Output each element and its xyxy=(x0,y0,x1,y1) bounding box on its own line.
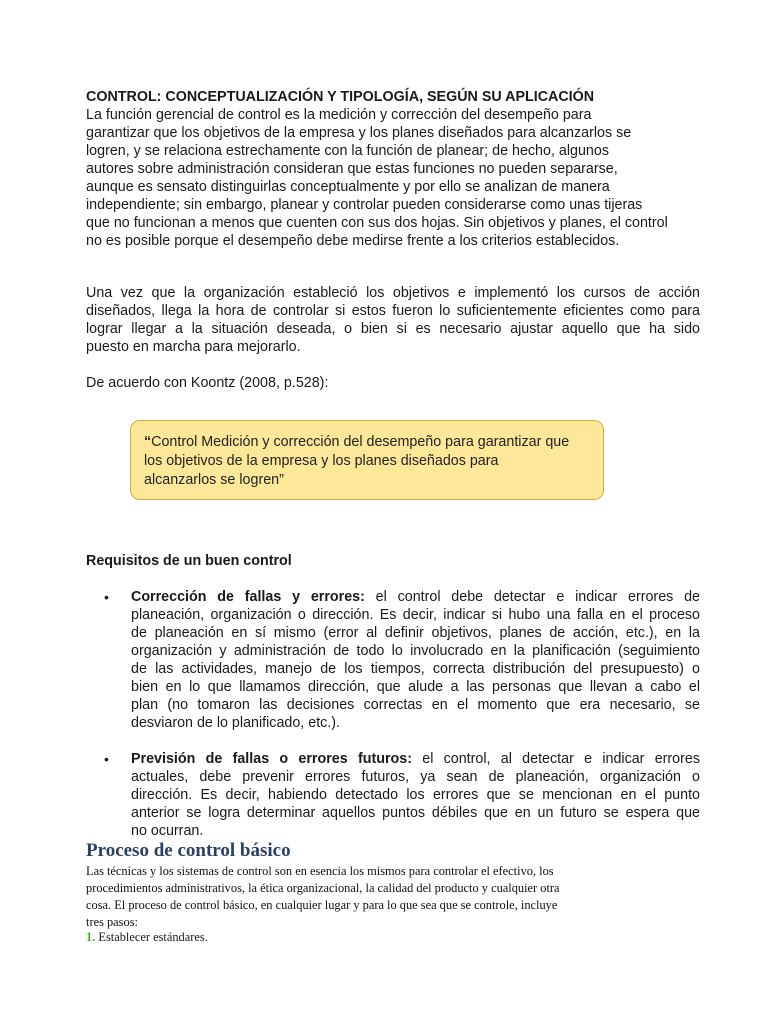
bullet-text xyxy=(131,588,700,732)
bullet-line: el control, al detectar e indicar errores xyxy=(411,751,700,767)
step-1 xyxy=(86,929,208,946)
bullet-line: dirección. Es decir, habiendo detectado los errores que se mencionan en el punto xyxy=(131,787,700,803)
intro-line: no es posible porque el desempeño debe medirse frente a los criterios establecidos. xyxy=(86,233,620,249)
bullet-term: Corrección de fallas y errores: xyxy=(131,589,365,605)
intro-line: independiente; sin embargo, planear y controlar pueden considerarse como unas tijeras xyxy=(86,197,643,213)
intro-line: La función gerencial de control es la medición y corrección del desempeño para xyxy=(86,107,592,123)
requisitos-heading: Requisitos de un buen control xyxy=(86,553,292,569)
proceso-line: procedimientos administrativos, la ética organizacional, la calidad del producto y cualquier otra xyxy=(86,881,560,895)
proceso-line: Las técnicas y los sistemas de control son en esencia los mismos para controlar el efectivo, los xyxy=(86,864,554,878)
intro-paragraph xyxy=(86,106,706,250)
definition-quote-box xyxy=(130,420,604,500)
bullet-line: anterior se logra determinar aquellos puntos débiles que en un futuro se espera que xyxy=(131,805,700,821)
bullet-line: planeación, organización o dirección. Es decir, indicar si hubo una falla en el proceso xyxy=(131,607,700,623)
paragraph-line: puesto en marcha para mejorarlo. xyxy=(86,339,301,355)
step-number: 1. xyxy=(86,930,96,944)
bullet-line: plan (no tomaron las decisiones correctas en el momento que era necesario, se xyxy=(131,697,700,713)
page-title: CONTROL: CONCEPTUALIZACIÓN Y TIPOLOGÍA, SEGÚN SU APLICACIÓN xyxy=(86,89,595,105)
quote-line: los objetivos de la empresa y los planes diseñados para xyxy=(144,453,499,469)
bullet-line: bien en lo que llamamos dirección, que alude a las personas que llevan a cabo el xyxy=(131,679,700,695)
second-paragraph xyxy=(86,284,700,356)
proceso-line: cosa. El proceso de control básico, en cualquier lugar y para lo que sea que se controle, incluye xyxy=(86,898,558,912)
bullet-term: Previsión de fallas o errores futuros: xyxy=(131,751,412,767)
intro-line: logren, y se relaciona estrechamente con la función de planear; de hecho, algunos xyxy=(86,143,609,159)
intro-line: aunque es sensato distinguirlas conceptualmente y por ello se analizan de manera xyxy=(86,179,610,195)
bullet-line: actuales, debe prevenir errores futuros, ya sean de planeación, organización o xyxy=(131,769,700,785)
open-quote-mark: “ xyxy=(144,434,152,450)
bullet-icon: • xyxy=(104,751,109,767)
bullet-line: no ocurran. xyxy=(131,823,204,839)
paragraph-line: Una vez que la organización estableció los objetivos e implementó los cursos de acción xyxy=(86,285,700,301)
bullet-line: organización y administración de todo lo involucrado en la planificación (seguimiento xyxy=(131,643,700,659)
proceso-paragraph xyxy=(86,863,646,931)
intro-line: que no funcionan a menos que cuenten con sus dos hojas. Sin objetivos y planes, el control xyxy=(86,215,668,231)
bullet-icon: • xyxy=(104,589,109,605)
koontz-citation: De acuerdo con Koontz (2008, p.528): xyxy=(86,375,329,391)
intro-line: garantizar que los objetivos de la empresa y los planes diseñados para alcanzarlos se xyxy=(86,125,632,141)
paragraph-line: lograr llegar a la situación deseada, o bien si es necesario ajustar aquello que ha sido xyxy=(86,321,700,337)
quote-line: alcanzarlos se logren” xyxy=(144,472,284,488)
proceso-heading: Proceso de control básico xyxy=(86,840,291,861)
proceso-line: tres pasos: xyxy=(86,915,138,929)
paragraph-line: diseñados, llega la hora de controlar si estos fueron lo suficientemente eficientes como para xyxy=(86,303,700,319)
bullet-line: desviaron de lo planificado, etc.). xyxy=(131,715,341,731)
intro-line: autores sobre administración consideran que estas funciones no pueden separarse, xyxy=(86,161,618,177)
bullet-line: de planeación en sí mismo (error al definir objetivos, planes de acción, etc.), en la xyxy=(131,625,700,641)
bullet-text xyxy=(131,750,700,840)
quote-line: Control Medición y corrección del desempeño para garantizar que xyxy=(151,434,570,450)
step-text: Establecer estándares. xyxy=(95,930,208,944)
bullet-line: de las actividades, manejo de los tiempos, correcta distribución del presupuesto) o xyxy=(131,661,700,677)
bullet-line: el control debe detectar e indicar errores de xyxy=(364,589,700,605)
